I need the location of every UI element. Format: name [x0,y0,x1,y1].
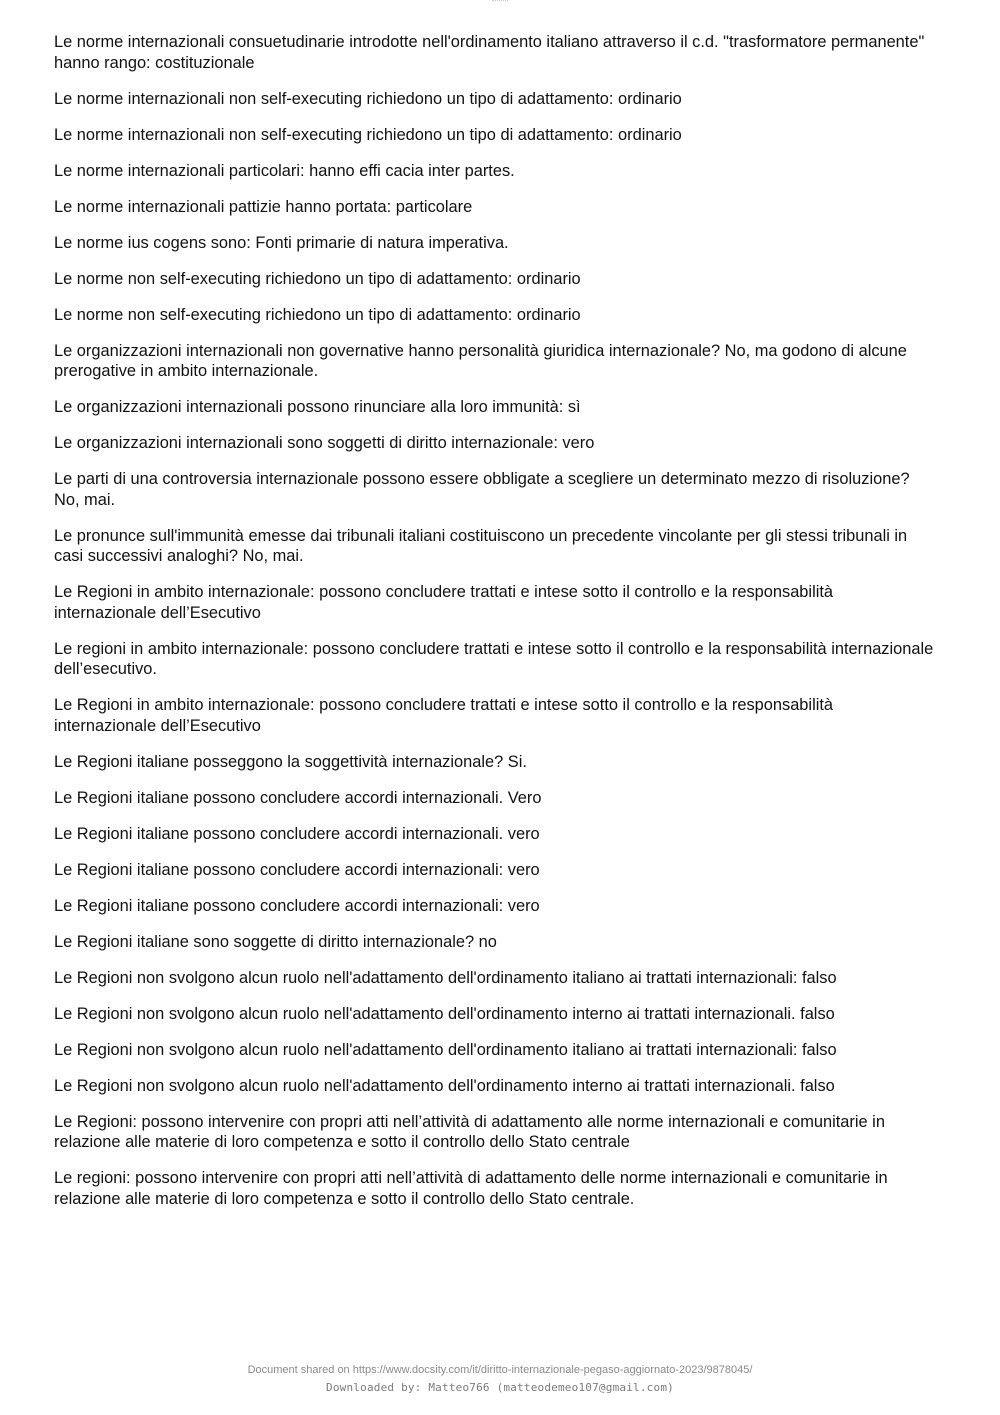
qa-paragraph: Le Regioni non svolgono alcun ruolo nell'adattamento dell'ordinamento italiano ai trattati internazionali: falso [54,1040,837,1059]
qa-paragraph: Le organizzazioni internazionali sono soggetti di diritto internazionale: vero [54,434,595,452]
qa-paragraph: Le organizzazioni internazionali non governative hanno personalità giuridica internazionale? No, ma godono di alcune prerogative in ambito internazionale. [54,341,907,380]
qa-paragraph: Le norme internazionali pattizie hanno portata: particolare [54,197,473,216]
footer-shared-link[interactable]: Document shared on https://www.docsity.com/it/diritto-internazionale-pegaso-aggiornato-2023/9878045/ [247,1364,753,1376]
qa-paragraph: Le organizzazioni internazionali possono rinunciare alla loro immunità: sì [54,398,581,416]
qa-paragraph: Le Regioni in ambito internazionale: possono concludere trattati e intese sotto il controllo e la responsabilità internazionale dell’Esecutivo [54,583,834,622]
qa-paragraph: Le Regioni non svolgono alcun ruolo nell'adattamento dell'ordinamento interno ai trattati internazionali. falso [54,1076,835,1095]
qa-paragraph: Le Regioni: possono intervenire con propri atti nell’attività di adattamento alle norme internazionali e comunitarie in relazione alle materie di loro competenza e sotto il controllo dello Stato centrale [54,1112,885,1151]
footer-downloaded-by: Downloaded by: Matteo766 (matteodemeo107@gmail.com) [326,1381,674,1394]
qa-paragraph: Le norme internazionali non self-executing richiedono un tipo di adattamento: ordinario [54,125,682,144]
qa-paragraph: Le Regioni italiane posseggono la soggettività internazionale? Si. [54,752,527,771]
qa-paragraph: Le norme ius cogens sono: Fonti primarie di natura imperativa. [54,233,509,252]
qa-paragraph: Le Regioni non svolgono alcun ruolo nell'adattamento dell'ordinamento interno ai trattati internazionali. falso [54,1004,835,1023]
qa-paragraph: Le regioni in ambito internazionale: possono concludere trattati e intese sotto il controllo e la responsabilità internazionale dell’esecutivo. [54,639,934,678]
qa-paragraph: Le Regioni in ambito internazionale: possono concludere trattati e intese sotto il controllo e la responsabilità internazionale dell’Esecutivo [54,696,834,735]
qa-paragraph: Le Regioni italiane possono concludere accordi internazionali: vero [54,896,540,915]
qa-paragraph: Le norme internazionali consuetudinarie introdotte nell'ordinamento italiano attraverso il c.d. "trasformatore permanente" hanno rango: costituzionale [54,33,925,72]
qa-paragraph: Le norme non self-executing richiedono un tipo di adattamento: ordinario [54,305,581,324]
qa-paragraph: Le Regioni non svolgono alcun ruolo nell'adattamento dell'ordinamento italiano ai trattati internazionali: falso [54,968,837,987]
qa-paragraph: Le Regioni italiane sono soggette di diritto internazionale? no [54,932,497,951]
qa-paragraph: Le Regioni italiane possono concludere accordi internazionali. Vero [54,788,542,807]
qa-paragraph: Le norme non self-executing richiedono un tipo di adattamento: ordinario [54,269,581,288]
qa-paragraph: Le norme internazionali particolari: hanno effi cacia inter partes. [54,161,515,180]
qa-paragraph: Le parti di una controversia internazionale possono essere obbligate a scegliere un determinato mezzo di risoluzione? No, mai. [54,470,910,509]
qa-paragraph: Le pronunce sull'immunità emesse dai tribunali italiani costituiscono un precedente vincolante per gli stessi tribunali in casi successivi analoghi? No, mai. [54,526,908,565]
top-decoration [492,0,508,3]
qa-paragraph: Le norme internazionali non self-executing richiedono un tipo di adattamento: ordinario [54,89,682,108]
qa-paragraph: Le regioni: possono intervenire con propri atti nell’attività di adattamento delle norme internazionali e comunitarie in relazione alle materie di loro competenza e sotto il controllo dello Stato centrale. [54,1169,888,1208]
qa-paragraph: Le Regioni italiane possono concludere accordi internazionali: vero [54,860,540,879]
qa-paragraph: Le Regioni italiane possono concludere accordi internazionali. vero [54,824,540,843]
document-body [54,32,934,1225]
